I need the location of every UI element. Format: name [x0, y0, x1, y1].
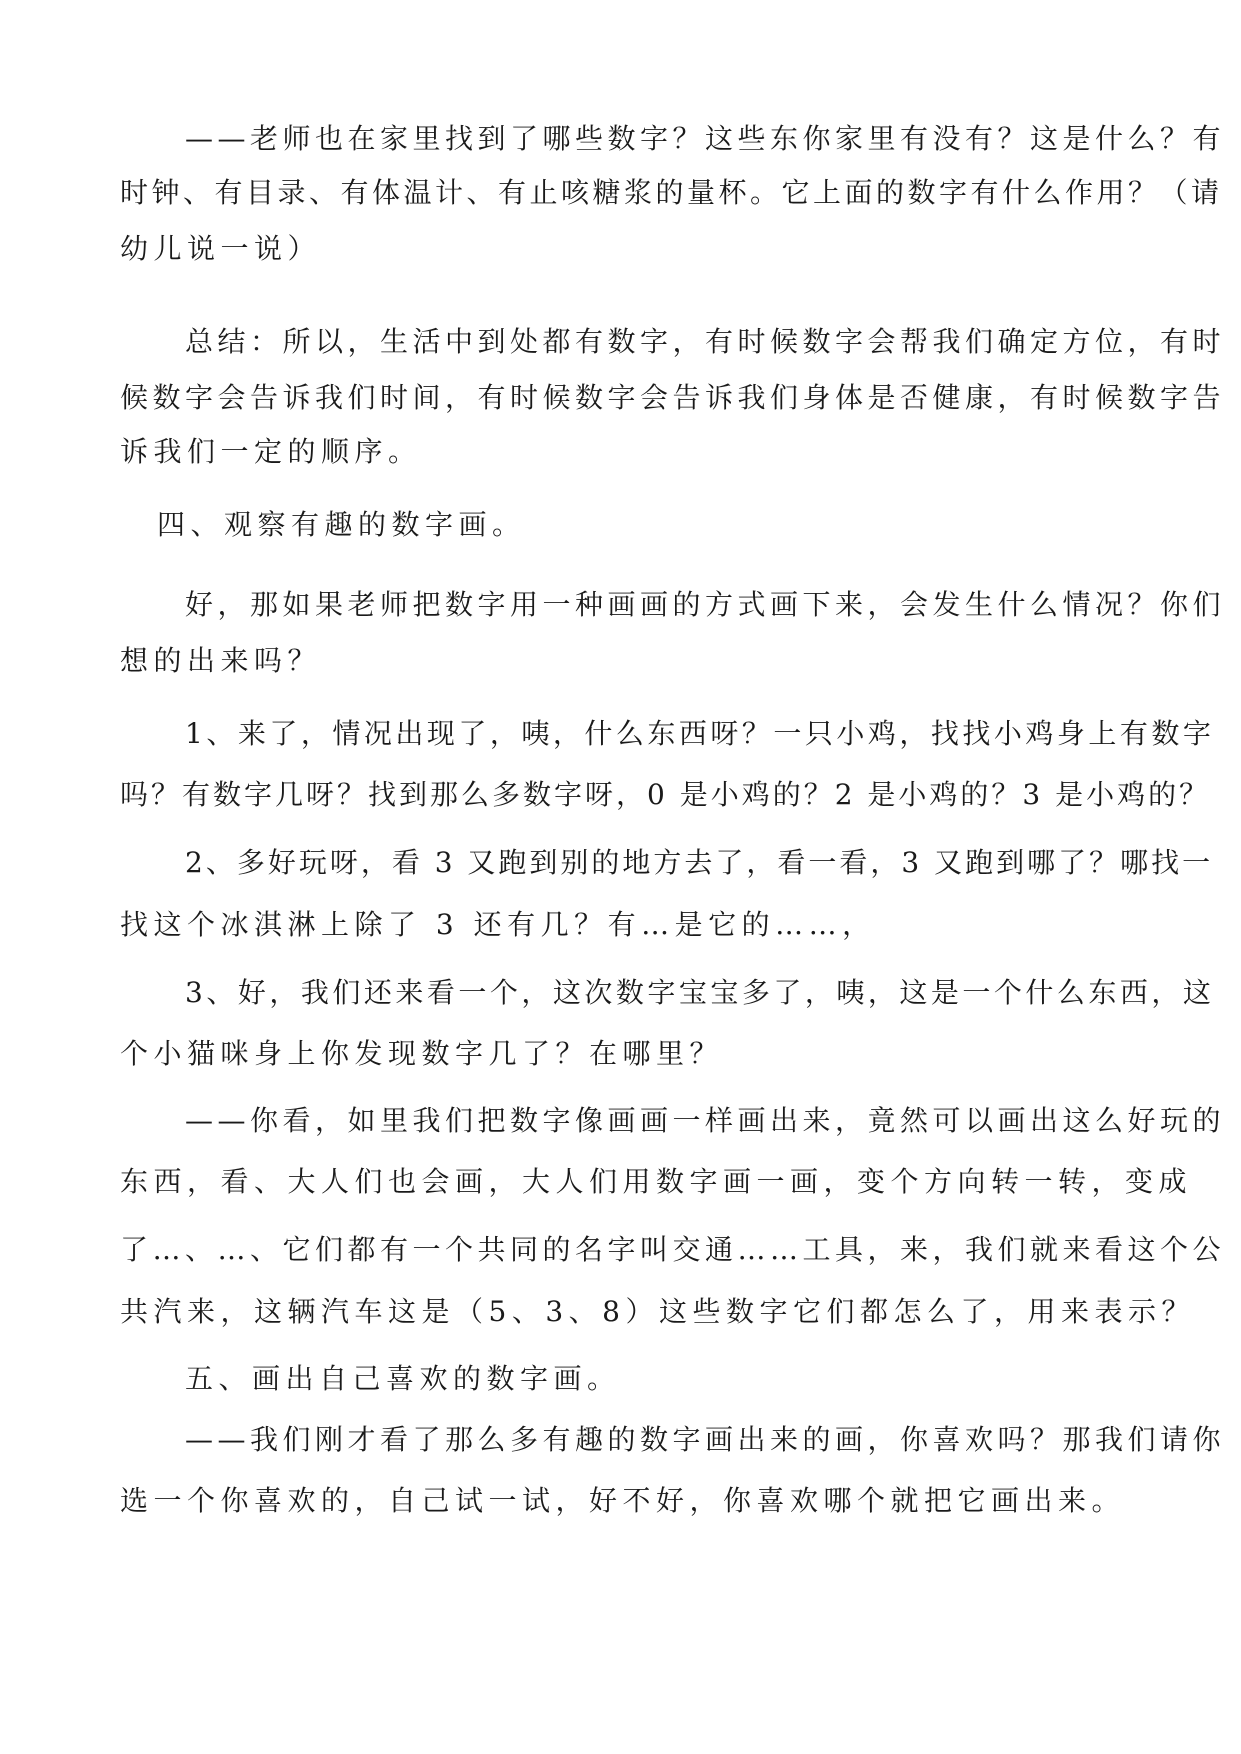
- text-line: ——我们刚才看了那么多有趣的数字画出来的画，你喜欢吗？那我们请你: [185, 1423, 1226, 1456]
- text-line: 时钟、有目录、有体温计、有止咳糖浆的量杯。它上面的数字有什么作用？（请: [120, 176, 1223, 209]
- text-line: 想的出来吗？: [120, 644, 322, 677]
- text-line: 诉我们一定的顺序。: [120, 435, 422, 468]
- text-line: 吗？有数字几呀？找到那么多数字呀，0 是小鸡的？2 是小鸡的？3 是小鸡的？: [120, 778, 1211, 811]
- text-line: 候数字会告诉我们时间，有时候数字会告诉我们身体是否健康，有时候数字告: [120, 381, 1226, 414]
- text-line: 3、好，我们还来看一个，这次数字宝宝多了，咦，这是一个什么东西，这: [185, 976, 1215, 1009]
- text-line: 总结：所以，生活中到处都有数字，有时候数字会帮我们确定方位，有时: [185, 325, 1226, 358]
- text-line: 1、来了，情况出现了，咦，什么东西呀？一只小鸡，找找小鸡身上有数字: [185, 717, 1215, 750]
- text-line: 共汽来，这辆汽车这是（5、3、8）这些数字它们都怎么了，用来表示？: [120, 1295, 1195, 1328]
- text-line: ——老师也在家里找到了哪些数字？这些东你家里有没有？这是什么？有: [185, 122, 1226, 155]
- text-line: 东西，看、大人们也会画，大人们用数字画一画，变个方向转一转，变成: [120, 1165, 1193, 1198]
- text-line: ——你看，如里我们把数字像画画一样画出来，竟然可以画出这么好玩的: [185, 1104, 1226, 1137]
- text-line: 选一个你喜欢的，自己试一试，好不好，你喜欢哪个就把它画出来。: [120, 1484, 1126, 1517]
- text-line: 好，那如果老师把数字用一种画画的方式画下来，会发生什么情况？你们: [185, 588, 1226, 621]
- text-line: 个小猫咪身上你发现数字几了？在哪里？: [120, 1037, 724, 1070]
- text-line: 了…、…、它们都有一个共同的名字叫交通……工具，来，我们就来看这个公: [120, 1233, 1226, 1266]
- text-line: 2、多好玩呀，看 3 又跑到别的地方去了，看一看，3 又跑到哪了？哪找一: [185, 846, 1214, 879]
- text-line: 找这个冰淇淋上除了 3 还有几？有…是它的……，: [120, 908, 876, 941]
- section-heading: 四、观察有趣的数字画。: [157, 508, 526, 541]
- text-line: 幼儿说一说）: [120, 232, 322, 265]
- section-heading: 五、画出自己喜欢的数字画。: [185, 1362, 621, 1395]
